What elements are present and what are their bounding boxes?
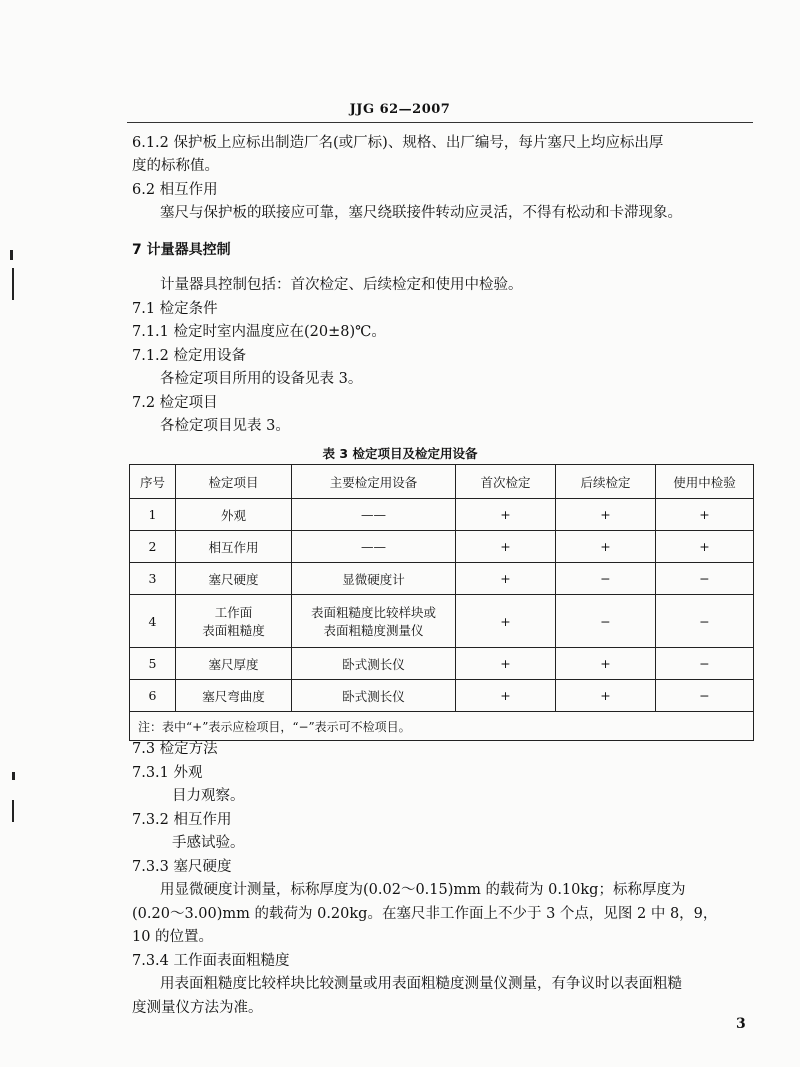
text-line: 度测量仪方法为准。	[132, 1000, 263, 1016]
section-heading: 7.3.2 相互作用	[132, 812, 232, 828]
page-number: 3	[736, 1016, 746, 1032]
table-cell: 卧式测长仪	[292, 680, 456, 712]
table-cell: −	[556, 563, 656, 595]
col-header: 序号	[130, 465, 176, 499]
section-heading: 7.3 检定方法	[132, 741, 218, 757]
table-cell: 2	[130, 531, 176, 563]
table-cell: 卧式测长仪	[292, 648, 456, 680]
table-cell: +	[556, 531, 656, 563]
col-header: 主要检定用设备	[292, 465, 456, 499]
table-cell: +	[456, 531, 556, 563]
table-cell: 6	[130, 680, 176, 712]
table-cell: ——	[292, 499, 456, 531]
table-cell: 塞尺弯曲度	[176, 680, 292, 712]
table-cell: 相互作用	[176, 531, 292, 563]
table-cell: +	[456, 595, 556, 648]
table-note: 注：表中“+”表示应检项目，“−”表示可不检项目。	[130, 712, 754, 741]
col-header: 使用中检验	[656, 465, 754, 499]
table-row	[130, 648, 754, 680]
table-cell: +	[656, 499, 754, 531]
header-rule	[127, 122, 753, 123]
table-cell: 表面粗糙度比较样块或 表面粗糙度测量仪	[292, 595, 456, 648]
table-row	[130, 531, 754, 563]
table-cell: 塞尺厚度	[176, 648, 292, 680]
table-cell: −	[656, 648, 754, 680]
table-note-row	[130, 712, 754, 741]
table-header-row	[130, 465, 754, 499]
col-header: 检定项目	[176, 465, 292, 499]
scan-mark	[12, 800, 14, 822]
table-row	[130, 563, 754, 595]
table-cell: +	[556, 499, 656, 531]
text-line: 各检定项目所用的设备见表 3。	[160, 371, 363, 387]
table-cell: ——	[292, 531, 456, 563]
table-cell: 3	[130, 563, 176, 595]
table-cell: 塞尺硬度	[176, 563, 292, 595]
table-cell: −	[556, 595, 656, 648]
text-line: 10 的位置。	[132, 929, 214, 945]
table-cell: −	[656, 563, 754, 595]
table-cell: 显微硬度计	[292, 563, 456, 595]
text-line: 用表面粗糙度比较样块比较测量或用表面粗糙度测量仪测量，有争议时以表面粗糙	[160, 976, 682, 992]
table-cell: +	[456, 648, 556, 680]
section-heading: 7.3.4 工作面表面粗糙度	[132, 953, 290, 969]
text-line: 度的标称值。	[132, 158, 219, 174]
text-line: 塞尺与保护板的联接应可靠，塞尺绕联接件转动应灵活，不得有松动和卡滞现象。	[160, 205, 682, 221]
text-line: 用显微硬度计测量，标称厚度为(0.02～0.15)mm 的载荷为 0.10kg；标称厚度为	[160, 882, 686, 898]
inspection-table	[129, 464, 754, 741]
text-line: 各检定项目见表 3。	[160, 418, 290, 434]
text-line: 目力观察。	[172, 788, 245, 804]
table-cell: +	[556, 680, 656, 712]
running-header: JJG 62—2007	[349, 102, 451, 117]
section-heading: 7.1 检定条件	[132, 301, 218, 317]
text-line: 计量器具控制包括：首次检定、后续检定和使用中检验。	[160, 277, 523, 293]
table-cell: +	[456, 680, 556, 712]
table-cell: 1	[130, 499, 176, 531]
section-heading: 7.3.3 塞尺硬度	[132, 859, 232, 875]
table-cell: 工作面 表面粗糙度	[176, 595, 292, 648]
table-row	[130, 499, 754, 531]
table-cell: −	[656, 595, 754, 648]
table-row	[130, 680, 754, 712]
chapter-heading: 7 计量器具控制	[132, 242, 231, 258]
table-row	[130, 595, 754, 648]
scan-mark	[12, 772, 15, 780]
col-header: 首次检定	[456, 465, 556, 499]
table-cell: +	[456, 563, 556, 595]
section-heading: 7.1.2 检定用设备	[132, 348, 247, 364]
table-cell: −	[656, 680, 754, 712]
section-heading: 7.2 检定项目	[132, 395, 218, 411]
table-cell: 外观	[176, 499, 292, 531]
scan-mark	[10, 250, 13, 260]
section-heading: 6.2 相互作用	[132, 182, 218, 198]
table-cell: +	[456, 499, 556, 531]
section-heading: 7.3.1 外观	[132, 765, 203, 781]
text-line: (0.20～3.00)mm 的载荷为 0.20kg。在塞尺非工作面上不少于 3 个点，见图 2 中 8，9，	[132, 906, 718, 922]
col-header: 后续检定	[556, 465, 656, 499]
table-cell: +	[556, 648, 656, 680]
text-line: 7.1.1 检定时室内温度应在(20±8)℃。	[132, 324, 386, 340]
scan-mark	[12, 268, 14, 300]
text-line: 6.1.2 保护板上应标出制造厂名(或厂标)、规格、出厂编号，每片塞尺上均应标出厚	[132, 135, 664, 151]
table-cell: 4	[130, 595, 176, 648]
table-cell: +	[656, 531, 754, 563]
text-line: 手感试验。	[172, 835, 245, 851]
table-cell: 5	[130, 648, 176, 680]
table-title: 表 3 检定项目及检定用设备	[322, 446, 478, 461]
